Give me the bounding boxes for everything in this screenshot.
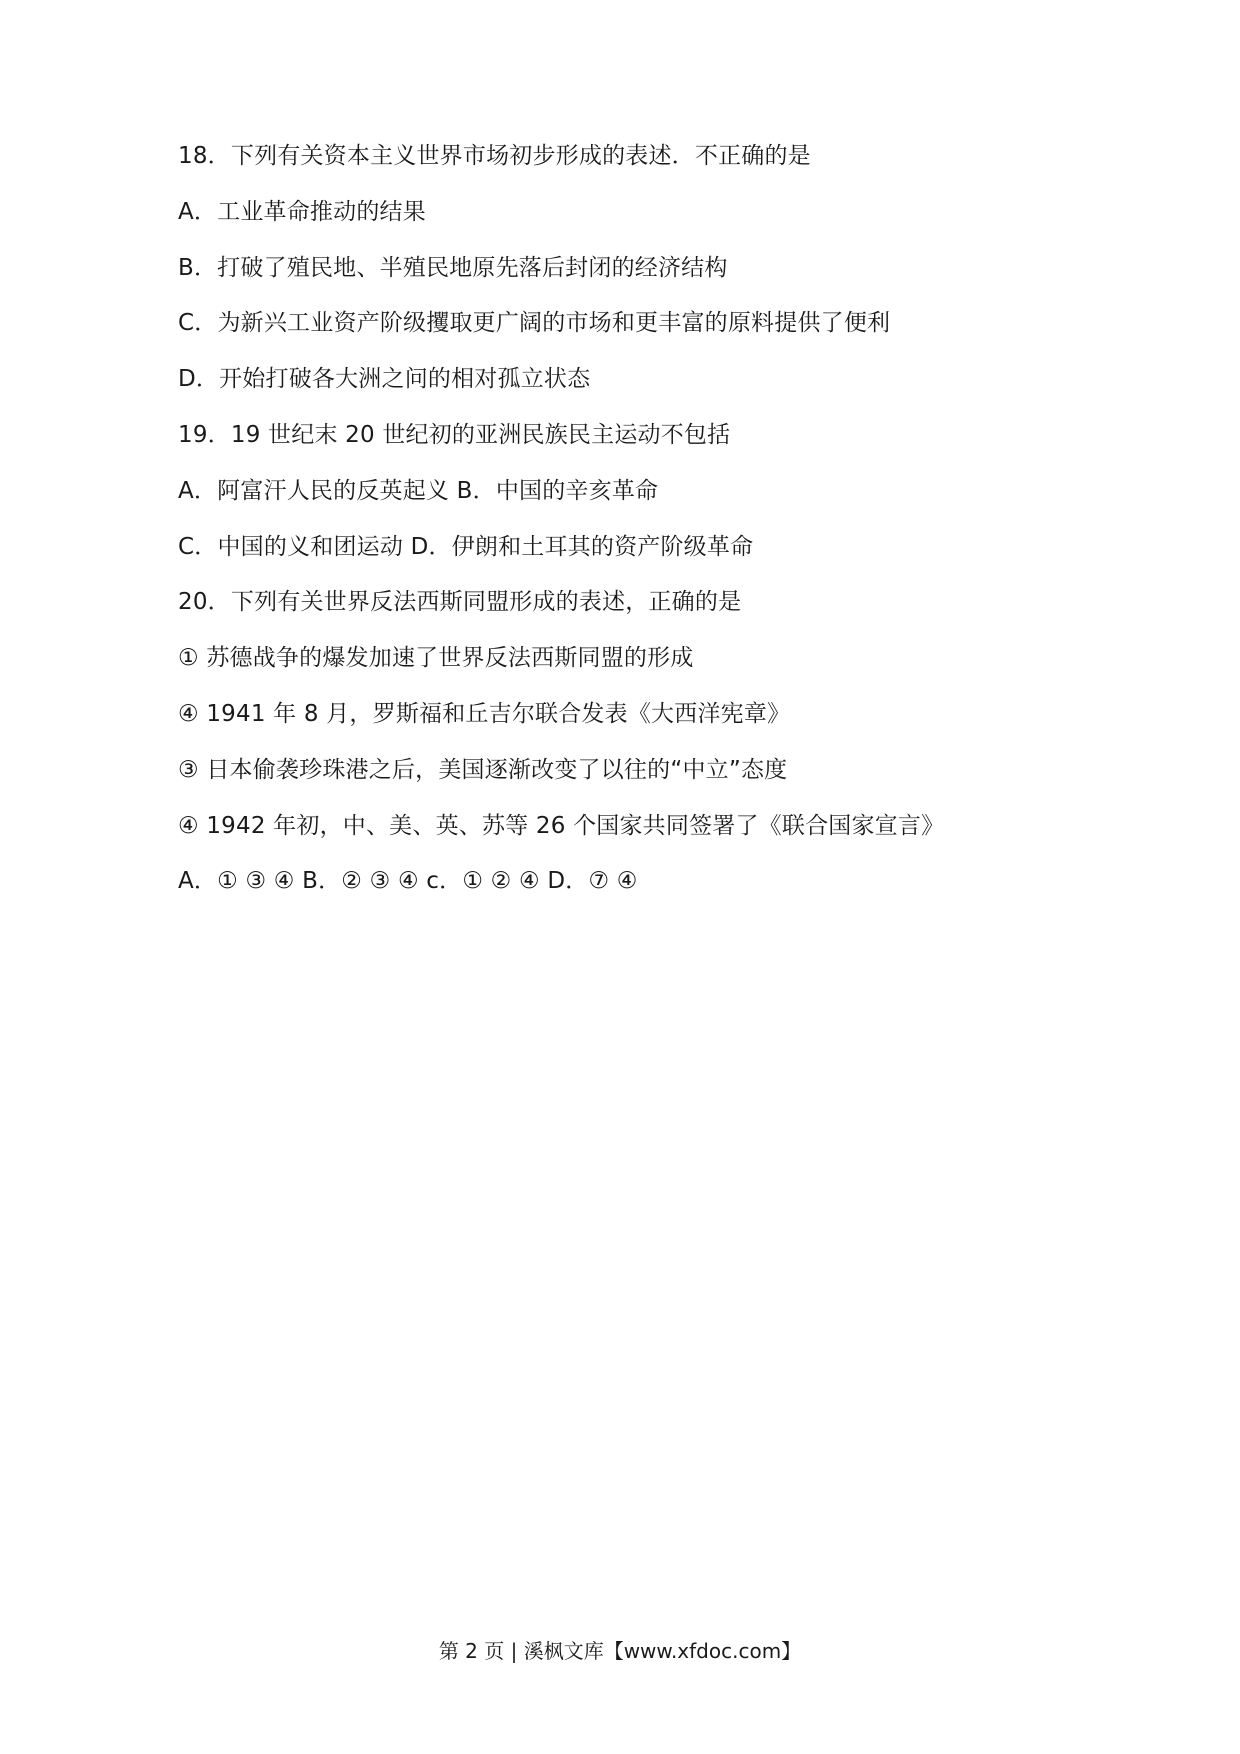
question-19-options-cd: C．中国的义和团运动 D．伊朗和土耳其的资产阶级革命: [178, 533, 754, 560]
document-body: [178, 141, 1078, 922]
question-19-options-ab: A．阿富汗人民的反英起义 B．中国的辛亥革命: [178, 477, 659, 504]
question-20-options: A．① ③ ④ B．② ③ ④ c．① ② ④ D．⑦ ④: [178, 868, 638, 895]
question-20-statement-2: ④ 1941 年 8 月，罗斯福和丘吉尔联合发表《大西洋宪章》: [178, 700, 791, 727]
question-18-stem: 18．下列有关资本主义世界市场初步形成的表述．不正确的是: [178, 143, 811, 169]
question-18-option-d: D．开始打破各大洲之问的相对孤立状态: [178, 366, 591, 393]
question-20-statement-1: ① 苏德战争的爆发加速了世界反法西斯同盟的形成: [178, 645, 694, 672]
question-18-option-b: B．打破了殖民地、半殖民地原先落后封闭的经济结构: [178, 254, 728, 281]
question-20-statement-4: ④ 1942 年初，中、美、英、苏等 26 个国家共同签署了《联合国家宣言》: [178, 812, 945, 839]
question-19-stem: 19．19 世纪末 20 世纪初的亚洲民族民主运动不包括: [178, 421, 731, 448]
page-footer: 第 2 页 | 溪枫文库【www.xfdoc.com】: [438, 1639, 802, 1663]
question-20-stem: 20．下列有关世界反法西斯同盟形成的表述，正确的是: [178, 589, 742, 616]
question-20-statement-3: ③ 日本偷袭珍珠港之后，美国逐渐改变了以往的“中立”态度: [178, 756, 788, 783]
question-18-option-c: C．为新兴工业资产阶级攫取更广阔的市场和更丰富的原料提供了便利: [178, 310, 891, 337]
question-18-option-a: A．工业革命推动的结果: [178, 198, 426, 225]
